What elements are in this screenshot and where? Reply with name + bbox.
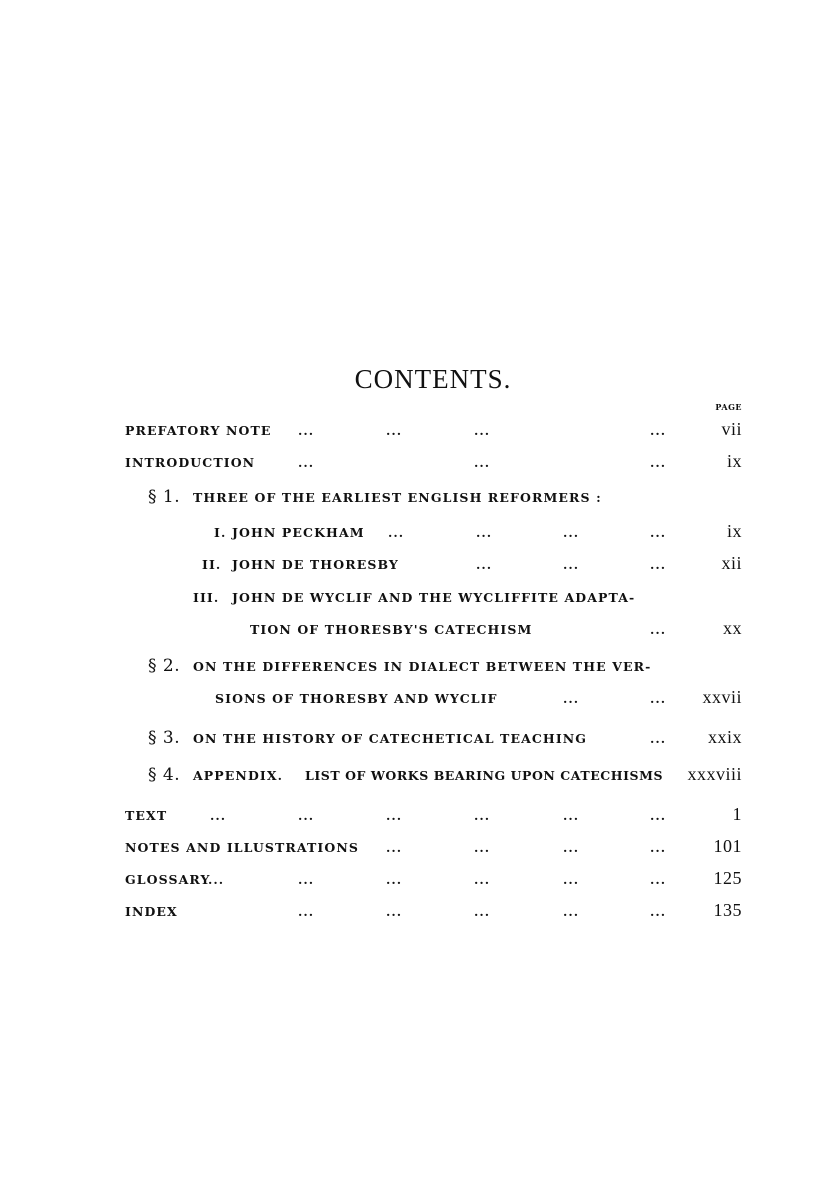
toc-entry-label: JOHN DE THORESBY (232, 557, 399, 572)
leader-dots: ... (650, 557, 667, 572)
leader-dots: ... (650, 872, 667, 887)
toc-page-number: xxxviii (687, 764, 742, 784)
leader-dots: ... (298, 808, 315, 823)
toc-entry-glossary[interactable] (0, 868, 840, 894)
leader-dots: ... (563, 557, 580, 572)
leader-dots: ... (650, 731, 667, 746)
leader-dots: ... (650, 423, 667, 438)
leader-dots: ... (386, 904, 403, 919)
toc-entry-prefatory-note[interactable] (0, 419, 840, 445)
leader-dots: ... (298, 872, 315, 887)
toc-entry-label-secondary: LIST OF WORKS BEARING UPON CATECHISMS (305, 768, 664, 783)
toc-entry-label: ON THE DIFFERENCES IN DIALECT BETWEEN THE VER- (193, 659, 652, 674)
leader-dots: ... (476, 525, 493, 540)
leader-dots: ... (386, 872, 403, 887)
leader-dots: ... (650, 808, 667, 823)
toc-section-2-cont[interactable] (0, 687, 840, 713)
page-title: CONTENTS. (354, 364, 512, 394)
toc-page-number: vii (721, 419, 742, 439)
toc-page-number: xxvii (702, 687, 742, 707)
toc-entry-john-de-wyclif[interactable] (0, 590, 840, 612)
leader-dots: ... (563, 808, 580, 823)
leader-dots: ... (563, 840, 580, 855)
leader-dots: ... (563, 872, 580, 887)
leader-dots: ... (474, 808, 491, 823)
toc-section-2[interactable] (0, 656, 840, 681)
leader-dots: ... (650, 691, 667, 706)
leader-dots: ... (650, 622, 667, 637)
toc-entry-label: PREFATORY NOTE (125, 423, 272, 438)
section-number: § 2. (148, 656, 181, 676)
leader-dots: ... (563, 691, 580, 706)
leader-dots: ... (650, 455, 667, 470)
toc-entry-index[interactable] (0, 900, 840, 926)
toc-page-number: 135 (713, 900, 742, 920)
leader-dots: ... (386, 423, 403, 438)
toc-page-number: ix (726, 451, 742, 471)
toc-entry-label: GLOSSARY (125, 872, 211, 887)
toc-entry-label: JOHN PECKHAM (232, 525, 365, 540)
leader-dots: ... (474, 872, 491, 887)
toc-entry-john-de-thoresby[interactable] (0, 553, 840, 579)
toc-entry-label: NOTES AND ILLUSTRATIONS (125, 840, 360, 855)
toc-entry-label: TEXT (125, 808, 168, 823)
toc-entry-john-de-wyclif-cont[interactable] (0, 618, 840, 644)
leader-dots: ... (650, 904, 667, 919)
toc-page-number: 101 (713, 836, 742, 856)
toc-entry-label: JOHN DE WYCLIF AND THE WYCLIFFITE ADAPTA- (232, 590, 636, 605)
toc-entry-label: INTRODUCTION (125, 455, 256, 470)
leader-dots: ... (474, 840, 491, 855)
toc-entry-label-continued: SIONS OF THORESBY AND WYCLIF (215, 691, 498, 706)
toc-entry-john-peckham[interactable] (0, 521, 840, 547)
toc-entry-text[interactable] (0, 804, 840, 830)
toc-section-1[interactable] (0, 487, 840, 512)
leader-dots: ... (476, 557, 493, 572)
section-number: § 1. (148, 487, 181, 507)
leader-dots: ... (474, 455, 491, 470)
section-number: § 4. (148, 765, 181, 785)
toc-section-4[interactable] (0, 764, 840, 790)
section-number: § 3. (148, 728, 181, 748)
leader-dots: ... (474, 904, 491, 919)
leader-dots: ... (210, 808, 227, 823)
leader-dots: ... (650, 840, 667, 855)
leader-dots: ... (388, 525, 405, 540)
toc-entry-label: THREE OF THE EARLIEST ENGLISH REFORMERS : (193, 490, 602, 505)
roman-numeral: II. (202, 557, 222, 572)
roman-numeral: I. (214, 525, 227, 540)
toc-entry-notes-and-illustrations[interactable] (0, 836, 840, 862)
toc-page-number: ix (726, 521, 742, 541)
leader-dots: ... (298, 455, 315, 470)
leader-dots: ... (563, 525, 580, 540)
leader-dots: ... (650, 525, 667, 540)
toc-page-number: xxix (707, 727, 742, 747)
toc-page-number: 125 (713, 868, 742, 888)
leader-dots: ... (563, 904, 580, 919)
toc-section-3[interactable] (0, 727, 840, 753)
leader-dots: ... (298, 423, 315, 438)
leader-dots: ... (208, 872, 225, 887)
toc-entry-label: APPENDIX. (193, 768, 284, 783)
leader-dots: ... (298, 904, 315, 919)
leader-dots: ... (474, 423, 491, 438)
toc-page-number: 1 (732, 804, 742, 824)
toc-page-number: xii (721, 553, 742, 573)
leader-dots: ... (386, 808, 403, 823)
toc-entry-introduction[interactable] (0, 451, 840, 477)
toc-entry-label-continued: TION OF THORESBY'S CATECHISM (250, 622, 533, 637)
toc-page-number: xx (723, 618, 742, 638)
page-column-heading: PAGE (715, 402, 742, 412)
toc-entry-label: ON THE HISTORY OF CATECHETICAL TEACHING (193, 731, 588, 746)
toc-entry-label: INDEX (125, 904, 178, 919)
roman-numeral: III. (193, 590, 220, 605)
leader-dots: ... (386, 840, 403, 855)
